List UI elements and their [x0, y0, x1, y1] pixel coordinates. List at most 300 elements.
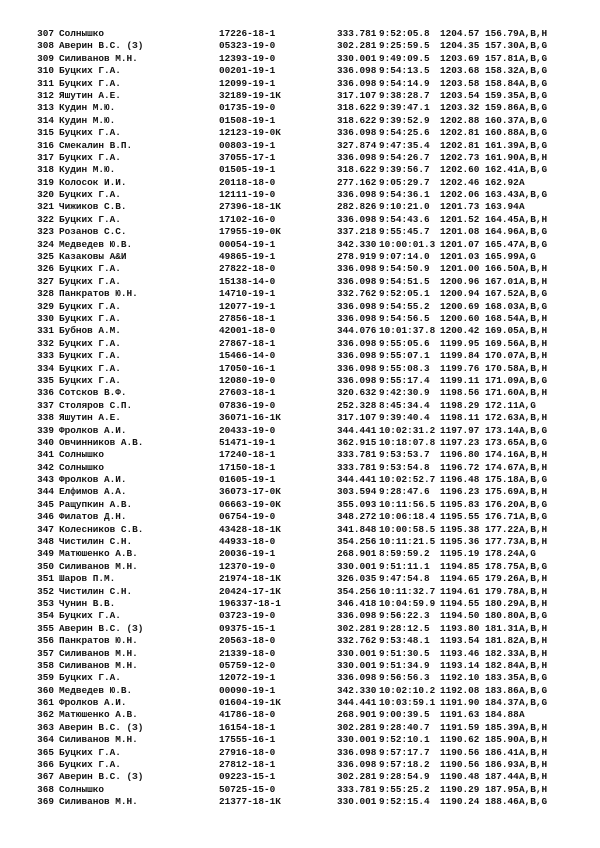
cell-time: 9:52:05.8 [379, 28, 430, 39]
cell-dist: 336.098 [337, 350, 377, 362]
cell-dist: 330.001 [337, 52, 377, 64]
cell-num: 357 [37, 647, 54, 659]
cell-dist: 333.781 [337, 28, 377, 39]
cell-dist: 333.781 [337, 461, 377, 473]
table-row [0, 152, 600, 164]
cell-code: 42001-18-0 [219, 325, 276, 337]
cell-grp: A,B,G [519, 139, 548, 151]
cell-code: 44933-18-0 [219, 536, 276, 548]
table-row [0, 536, 600, 548]
cell-speed: 1193.54 [440, 635, 480, 647]
cell-name: Буцких Г.А. [59, 337, 121, 349]
cell-dist: 330.001 [337, 647, 377, 659]
table-row [0, 313, 600, 325]
table-row [0, 685, 600, 697]
cell-grp: A,B,G [519, 288, 548, 300]
cell-code: 21974-18-1К [219, 573, 281, 585]
table-row [0, 115, 600, 127]
cell-num: 354 [37, 610, 54, 622]
cell-grp: A,B,H [519, 523, 548, 535]
cell-num: 311 [37, 77, 54, 89]
cell-speed: 1202.88 [440, 114, 480, 126]
cell-code: 12072-19-1 [219, 672, 276, 684]
table-row [0, 709, 600, 721]
table-row [0, 325, 600, 337]
cell-code: 196337-18-1 [219, 597, 281, 609]
cell-code: 00090-19-1 [219, 684, 276, 696]
cell-time: 9:39:40.4 [379, 412, 430, 424]
cell-grp: A,B,G [519, 40, 548, 52]
table-row [0, 499, 600, 511]
table-row [0, 561, 600, 573]
cell-speed: 1204.35 [440, 40, 480, 52]
cell-name: Матюшенко А.В. [59, 709, 138, 721]
cell-dist: 317.107 [337, 412, 377, 424]
cell-grp: A,B,G [519, 189, 548, 201]
table-row [0, 486, 600, 498]
cell-name: Аверин В.С. (З) [59, 771, 144, 783]
cell-num: 324 [37, 238, 54, 250]
cell-time: 9:28:12.5 [379, 622, 430, 634]
cell-grp: A,B,H [519, 635, 548, 647]
cell-grp: A,B,G [519, 77, 548, 89]
cell-code: 50725-15-0 [219, 783, 276, 795]
table-row [0, 28, 600, 40]
cell-name: Панкратов Ю.Н. [59, 635, 138, 647]
cell-dist: 302.281 [337, 771, 377, 783]
cell-grp: A,B,H [519, 275, 548, 287]
cell-speed: 1190.24 [440, 796, 480, 808]
cell-grp: A,B,H [519, 659, 548, 671]
cell-name: Буцких Г.А. [59, 189, 121, 201]
cell-grp: A,B,H [519, 597, 548, 609]
cell-dist: 336.098 [337, 263, 377, 275]
cell-time: 9:47:35.4 [379, 139, 430, 151]
cell-code: 36073-17-0К [219, 486, 281, 498]
cell-dist: 344.441 [337, 697, 377, 709]
cell-code: 01505-19-1 [219, 164, 276, 176]
cell-code: 05759-12-0 [219, 659, 276, 671]
cell-time: 9:52:15.4 [379, 796, 430, 808]
table-row [0, 796, 600, 808]
cell-num: 316 [37, 139, 54, 151]
cell-speed: 1202.46 [440, 176, 480, 188]
cell-code: 00201-19-1 [219, 65, 276, 77]
cell-code: 27396-18-1К [219, 201, 281, 213]
table-row [0, 239, 600, 251]
cell-grp: A,B,H [519, 337, 548, 349]
table-row [0, 53, 600, 65]
cell-num: 319 [37, 176, 54, 188]
cell-pts: 179.78 [485, 585, 519, 597]
table-row [0, 400, 600, 412]
cell-grp: A,B,H [519, 350, 548, 362]
cell-time: 9:39:52.9 [379, 114, 430, 126]
table-row [0, 65, 600, 77]
cell-speed: 1192.10 [440, 672, 480, 684]
cell-num: 329 [37, 300, 54, 312]
cell-dist: 336.098 [337, 213, 377, 225]
cell-name: Яшутин А.Е. [59, 412, 121, 424]
cell-name: Колесников С.В. [59, 523, 144, 535]
cell-code: 41786-18-0 [219, 709, 276, 721]
cell-name: Ращупкин А.В. [59, 498, 133, 510]
cell-grp: A,B,G [519, 52, 548, 64]
cell-dist: 317.107 [337, 89, 377, 101]
cell-pts: 174.16 [485, 449, 519, 461]
cell-num: 318 [37, 164, 54, 176]
cell-speed: 1194.65 [440, 573, 480, 585]
cell-code: 21377-18-1К [219, 796, 281, 808]
table-row [0, 474, 600, 486]
cell-grp: A,B,G [519, 238, 548, 250]
cell-num: 344 [37, 486, 54, 498]
cell-name: Буцких Г.А. [59, 746, 121, 758]
cell-name: Солнышко [59, 28, 105, 39]
cell-name: Буцких Г.А. [59, 77, 121, 89]
cell-pts: 186.41 [485, 746, 519, 758]
cell-dist: 302.281 [337, 721, 377, 733]
table-row [0, 747, 600, 759]
cell-name: Фролков А.И. [59, 474, 127, 486]
cell-name: Овчинников А.В. [59, 436, 144, 448]
cell-grp: A,B,G [519, 114, 548, 126]
cell-name: Силиванов М.Н. [59, 796, 138, 808]
cell-code: 27603-18-1 [219, 387, 276, 399]
cell-time: 8:45:34.4 [379, 399, 430, 411]
cell-time: 9:55:17.4 [379, 374, 430, 386]
cell-dist: 336.098 [337, 610, 377, 622]
cell-time: 9:55:05.6 [379, 337, 430, 349]
cell-pts: 157.30 [485, 40, 519, 52]
cell-time: 9:54:26.7 [379, 151, 430, 163]
cell-speed: 1194.55 [440, 597, 480, 609]
cell-speed: 1200.42 [440, 325, 480, 337]
table-row [0, 784, 600, 796]
cell-grp: A,B,G [519, 127, 548, 139]
cell-code: 12077-19-1 [219, 300, 276, 312]
table-row [0, 623, 600, 635]
cell-grp: A,B,H [519, 647, 548, 659]
cell-dist: 355.093 [337, 498, 377, 510]
cell-speed: 1201.03 [440, 251, 480, 263]
table-row [0, 40, 600, 52]
cell-pts: 168.03 [485, 300, 519, 312]
cell-num: 325 [37, 251, 54, 263]
cell-time: 10:04:59.9 [379, 597, 436, 609]
cell-speed: 1193.14 [440, 659, 480, 671]
cell-speed: 1200.94 [440, 288, 480, 300]
cell-name: Медведев Ю.В. [59, 684, 133, 696]
cell-dist: 336.098 [337, 374, 377, 386]
cell-dist: 332.762 [337, 288, 377, 300]
table-row [0, 573, 600, 585]
cell-code: 03723-19-0 [219, 610, 276, 622]
cell-dist: 336.098 [337, 746, 377, 758]
cell-speed: 1193.80 [440, 622, 480, 634]
cell-speed: 1198.29 [440, 399, 480, 411]
cell-num: 342 [37, 461, 54, 473]
table-row [0, 722, 600, 734]
cell-time: 9:56:22.3 [379, 610, 430, 622]
cell-name: Буцких Г.А. [59, 65, 121, 77]
cell-pts: 171.60 [485, 387, 519, 399]
cell-speed: 1201.08 [440, 226, 480, 238]
cell-pts: 167.52 [485, 288, 519, 300]
cell-pts: 159.86 [485, 102, 519, 114]
cell-grp: A,B,H [519, 449, 548, 461]
table-row [0, 350, 600, 362]
cell-speed: 1199.84 [440, 350, 480, 362]
cell-name: Солнышко [59, 461, 105, 473]
results-table [0, 28, 600, 809]
cell-speed: 1190.29 [440, 783, 480, 795]
cell-name: Буцких Г.А. [59, 127, 121, 139]
cell-pts: 187.95 [485, 783, 519, 795]
cell-dist: 252.328 [337, 399, 377, 411]
cell-code: 37055-17-1 [219, 151, 276, 163]
cell-grp: A,B,G [519, 610, 548, 622]
cell-dist: 336.098 [337, 672, 377, 684]
cell-pts: 160.37 [485, 114, 519, 126]
cell-dist: 348.272 [337, 511, 377, 523]
cell-dist: 336.098 [337, 759, 377, 771]
cell-speed: 1195.19 [440, 548, 480, 560]
cell-code: 17240-18-1 [219, 449, 276, 461]
cell-speed: 1195.38 [440, 523, 480, 535]
cell-code: 21339-18-0 [219, 647, 276, 659]
cell-num: 339 [37, 424, 54, 436]
cell-speed: 1191.63 [440, 709, 480, 721]
cell-pts: 184.88 [485, 709, 519, 721]
cell-dist: 336.098 [337, 189, 377, 201]
cell-pts: 172.63 [485, 412, 519, 424]
cell-num: 340 [37, 436, 54, 448]
table-row [0, 90, 600, 102]
cell-speed: 1190.48 [440, 771, 480, 783]
cell-pts: 175.69 [485, 486, 519, 498]
cell-grp: A,B,G [519, 226, 548, 238]
cell-num: 307 [37, 28, 54, 39]
cell-code: 27812-18-1 [219, 759, 276, 771]
cell-code: 06663-19-0К [219, 498, 281, 510]
cell-dist: 302.281 [337, 622, 377, 634]
cell-pts: 169.05 [485, 325, 519, 337]
cell-num: 355 [37, 622, 54, 634]
cell-dist: 354.256 [337, 536, 377, 548]
table-row [0, 276, 600, 288]
cell-name: Колосок И.И. [59, 176, 127, 188]
cell-speed: 1195.36 [440, 536, 480, 548]
cell-name: Буцких Г.А. [59, 610, 121, 622]
cell-pts: 165.47 [485, 238, 519, 250]
cell-pts: 179.26 [485, 573, 519, 585]
cell-pts: 175.18 [485, 474, 519, 486]
cell-grp: A,G [519, 251, 536, 263]
cell-speed: 1200.96 [440, 275, 480, 287]
cell-num: 348 [37, 536, 54, 548]
cell-pts: 173.14 [485, 424, 519, 436]
cell-speed: 1196.72 [440, 461, 480, 473]
cell-pts: 176.20 [485, 498, 519, 510]
cell-name: Силиванов М.Н. [59, 734, 138, 746]
cell-speed: 1203.54 [440, 89, 480, 101]
cell-code: 17050-16-1 [219, 362, 276, 374]
cell-pts: 168.54 [485, 312, 519, 324]
cell-time: 9:52:10.1 [379, 734, 430, 746]
cell-time: 9:54:14.9 [379, 77, 430, 89]
cell-num: 368 [37, 783, 54, 795]
table-row [0, 301, 600, 313]
cell-dist: 318.622 [337, 102, 377, 114]
cell-speed: 1204.57 [440, 28, 480, 39]
cell-grp: A,B,G [519, 424, 548, 436]
cell-name: Аверин В.С. (З) [59, 622, 144, 634]
cell-dist: 282.826 [337, 201, 377, 213]
cell-pts: 180.29 [485, 597, 519, 609]
cell-name: Филатов Д.Н. [59, 511, 127, 523]
cell-code: 49865-19-1 [219, 251, 276, 263]
cell-name: Медведев Ю.В. [59, 238, 133, 250]
cell-dist: 336.098 [337, 275, 377, 287]
cell-name: Фролков А.И. [59, 697, 127, 709]
cell-grp: A,B,G [519, 474, 548, 486]
cell-speed: 1202.60 [440, 164, 480, 176]
cell-grp: A,B,G [519, 65, 548, 77]
cell-speed: 1203.69 [440, 52, 480, 64]
table-row [0, 375, 600, 387]
cell-pts: 163.94 [485, 201, 519, 213]
cell-code: 43428-18-1К [219, 523, 281, 535]
cell-code: 01604-19-1К [219, 697, 281, 709]
cell-code: 00803-19-1 [219, 139, 276, 151]
cell-grp: A,B,H [519, 151, 548, 163]
cell-speed: 1200.60 [440, 312, 480, 324]
cell-num: 320 [37, 189, 54, 201]
cell-dist: 330.001 [337, 659, 377, 671]
cell-dist: 332.762 [337, 635, 377, 647]
cell-num: 365 [37, 746, 54, 758]
cell-name: Чистилин С.Н. [59, 536, 133, 548]
cell-num: 327 [37, 275, 54, 287]
cell-dist: 320.632 [337, 387, 377, 399]
cell-name: Буцких Г.А. [59, 350, 121, 362]
cell-grp: A,B,G [519, 498, 548, 510]
cell-time: 9:54:43.6 [379, 213, 430, 225]
cell-grp: A,B,H [519, 759, 548, 771]
cell-speed: 1202.81 [440, 127, 480, 139]
cell-time: 10:11:21.5 [379, 536, 436, 548]
table-row [0, 263, 600, 275]
cell-grp: A,B,G [519, 684, 548, 696]
cell-name: Солнышко [59, 783, 105, 795]
cell-dist: 362.915 [337, 436, 377, 448]
cell-grp: A,B,H [519, 325, 548, 337]
cell-time: 10:18:07.8 [379, 436, 436, 448]
cell-code: 00054-19-1 [219, 238, 276, 250]
cell-pts: 183.86 [485, 684, 519, 696]
cell-grp: A,B,H [519, 362, 548, 374]
cell-code: 12111-19-0 [219, 189, 276, 201]
cell-name: Фролков А.И. [59, 424, 127, 436]
cell-speed: 1190.56 [440, 746, 480, 758]
cell-num: 345 [37, 498, 54, 510]
cell-speed: 1197.23 [440, 436, 480, 448]
cell-grp: A,B,H [519, 771, 548, 783]
cell-pts: 165.99 [485, 251, 519, 263]
cell-time: 9:51:11.1 [379, 560, 430, 572]
table-row [0, 635, 600, 647]
cell-name: Казаковы А&И [59, 251, 127, 263]
cell-time: 9:55:45.7 [379, 226, 430, 238]
cell-code: 12099-19-1 [219, 77, 276, 89]
cell-num: 315 [37, 127, 54, 139]
cell-grp: A,G [519, 548, 536, 560]
cell-dist: 330.001 [337, 734, 377, 746]
cell-name: Буцких Г.А. [59, 312, 121, 324]
cell-time: 10:11:32.7 [379, 585, 436, 597]
cell-num: 321 [37, 201, 54, 213]
cell-name: Сотсков В.Ф. [59, 387, 127, 399]
cell-dist: 330.001 [337, 560, 377, 572]
cell-dist: 336.098 [337, 312, 377, 324]
cell-pts: 181.31 [485, 622, 519, 634]
cell-num: 346 [37, 511, 54, 523]
cell-pts: 170.07 [485, 350, 519, 362]
table-row [0, 214, 600, 226]
cell-grp: A,B,H [519, 412, 548, 424]
cell-code: 07836-19-0 [219, 399, 276, 411]
cell-time: 9:53:48.1 [379, 635, 430, 647]
cell-num: 335 [37, 374, 54, 386]
cell-num: 349 [37, 548, 54, 560]
cell-grp: A,B,H [519, 213, 548, 225]
cell-code: 27856-18-1 [219, 312, 276, 324]
cell-pts: 185.90 [485, 734, 519, 746]
cell-pts: 164.45 [485, 213, 519, 225]
cell-time: 8:59:59.2 [379, 548, 430, 560]
table-row [0, 226, 600, 238]
cell-pts: 177.73 [485, 536, 519, 548]
cell-time: 10:00:58.5 [379, 523, 436, 535]
cell-time: 9:49:09.5 [379, 52, 430, 64]
cell-time: 9:51:34.9 [379, 659, 430, 671]
cell-grp: A,G [519, 399, 536, 411]
cell-num: 366 [37, 759, 54, 771]
cell-speed: 1194.50 [440, 610, 480, 622]
table-row [0, 201, 600, 213]
cell-time: 10:03:59.1 [379, 697, 436, 709]
cell-name: Буцких Г.А. [59, 151, 121, 163]
cell-speed: 1196.23 [440, 486, 480, 498]
cell-code: 15466-14-0 [219, 350, 276, 362]
cell-time: 9:28:47.6 [379, 486, 430, 498]
table-row [0, 697, 600, 709]
table-row [0, 140, 600, 152]
cell-time: 10:06:18.4 [379, 511, 436, 523]
cell-time: 9:55:08.3 [379, 362, 430, 374]
cell-name: Буцких Г.А. [59, 263, 121, 275]
cell-speed: 1194.61 [440, 585, 480, 597]
cell-num: 328 [37, 288, 54, 300]
cell-grp: A,B,H [519, 721, 548, 733]
cell-time: 9:47:54.8 [379, 573, 430, 585]
cell-pts: 177.22 [485, 523, 519, 535]
cell-num: 332 [37, 337, 54, 349]
cell-pts: 178.75 [485, 560, 519, 572]
cell-speed: 1199.11 [440, 374, 480, 386]
cell-pts: 180.80 [485, 610, 519, 622]
